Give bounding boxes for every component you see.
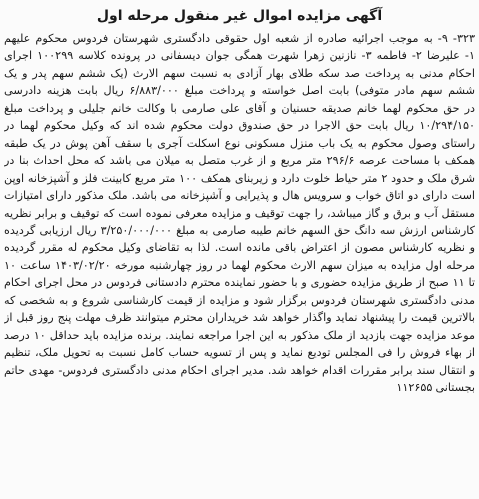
- notice-body: [4, 30, 475, 397]
- notice-line: ۱- علیرضا ۲- فاطمه ۳- نازنین زهرا شهرت همگی جوان دیسفانی در پرونده کلاسه ۱۰۰۲۹۹ اجرای: [4, 49, 475, 63]
- notice-line: مرحله اول مزایده به میزان سهم الارث محکوم لهما در روز چهارشنبه مورخه ۱۴۰۳/۰۲/۲۰ ساعت ۱۰: [4, 258, 475, 272]
- notice-line: تا ۱۱ صبح از طریق مزایده حضوری و با حضور نماینده محترم دادستانی فردوس در محل اجرای احکام: [4, 276, 475, 290]
- notice-title: آگهی مزایده اموال غیر منقول مرحله اول: [96, 8, 383, 24]
- notice-line: ۳۲۳- ۹- به موجب اجرائیه صادره از شعبه اول حقوقی دادگستری شهرستان فردوس محکوم علیهم: [4, 32, 475, 45]
- notice-line: احکام مدنی به پرداخت صد سکه طلای بهار آزادی به نسبت سهم الارث (یک ششم سهم پدر و یک: [4, 66, 475, 80]
- notice-line: و انتقال سند برابر مقررات اقدام خواهد شد. مدیر اجرای احکام مدنی دادگستری فردوس- مهدی حاتم: [4, 363, 475, 377]
- notice-line: از بهاء فروش را فی المجلس تودیع نماید و پس از تسویه حساب کامل نسبت به تحویل ملک، تنظیم: [4, 346, 475, 360]
- notice-line: شرق ملک و حدود ۲ متر حیاط خلوت دارد و زیربنای همکف ۱۰۰ متر مربع کابینت فلز و آشپزخانه اوپن: [4, 171, 475, 185]
- notice-line: در حق محکوم لهما خانم صدیقه حسنیان و آقای علی صارمی با وکالت خانم جلیلی و پرداخت مبلغ: [4, 101, 475, 115]
- notice-line: راستای وصول محکوم به یک باب منزل مسکونی نوع اسکلت آجری با سقف آهن پوش در یک طبقه: [4, 136, 475, 150]
- notice-line: و نظریه کارشناس مصون از اعتراض باقی مانده است. لذا به تقاضای وکیل محکوم له مقرر گردیده: [4, 241, 475, 255]
- notice-line: کارشناس ارزش سه دانگ حق السهم خانم طیبه صارمی به مبلغ ۳/۲۵۰/۰۰۰/۰۰۰ ریال ارزیابی گردیده: [4, 223, 475, 237]
- notice-line: مستقل آب و برق و گاز میباشد، را جهت توقیف و مزایده معرفی نموده است که توقیف و برابر نظریه: [4, 206, 475, 220]
- notice-line: همکف با مساحت عرصه ۲۹۶/۶ متر مربع و از غرب متصل به میلان می باشد که محل احداث بنا در: [4, 154, 475, 168]
- notice-line: ششم سهم مادر متوفی) بابت اصل خواسته و پرداخت مبلغ ۶/۸۸۳/۰۰۰ ریال بابت هزینه دادرسی: [4, 84, 475, 98]
- notice-line: موعد مزایده جهت بازدید از ملک مذکور به این اجرا مراجعه نمایند. برنده مزایده باید حداقل ۱۰ درصد: [4, 328, 475, 342]
- notice-line: است دارای دو اتاق خواب و سرویس هال و پذیرایی و آشپزخانه می باشد. ملک مذکور دارای امتیازات: [4, 189, 475, 203]
- notice-line: بجستانی ۱۱۲۶۵۵: [396, 381, 475, 395]
- notice-line: مدنی دادگستری شهرستان فردوس برگزار شود و مزایده از قیمت کارشناسی شروع و به شخصی که: [4, 293, 475, 307]
- notice-line: بالاترین قیمت را پیشنهاد نماید واگذار خواهد شد خریداران محترم میتوانند ظرف مهلت پنج روز قبل از: [4, 311, 475, 325]
- notice-line: ۱۰/۲۹۴/۱۵۰ ریال بابت حق الاجرا در حق صندوق دولت محکوم شده اند که وکیل محکوم لهما در: [4, 119, 475, 133]
- auction-notice: [4, 6, 475, 495]
